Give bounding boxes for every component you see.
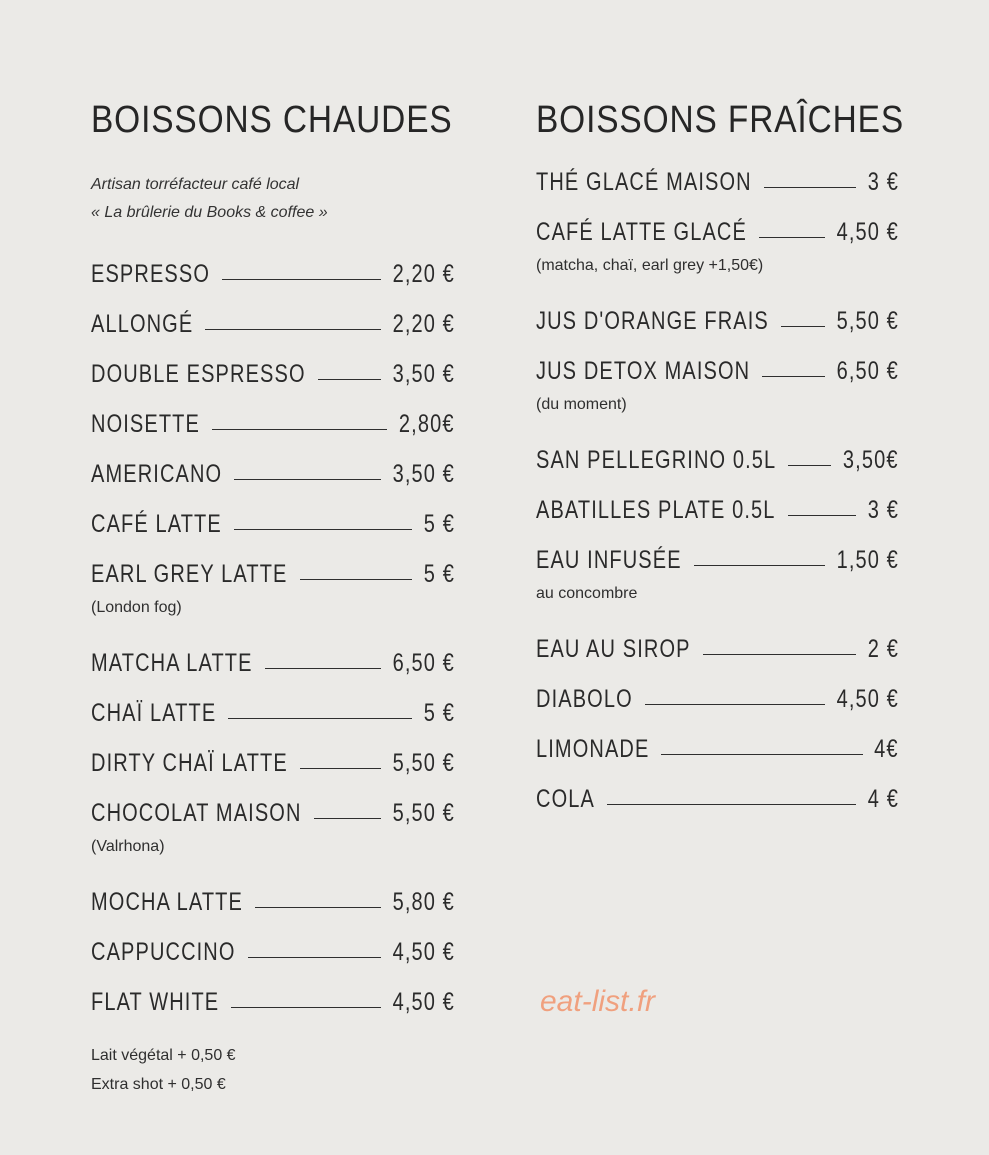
item-name: EARL GREY LATTE — [91, 559, 288, 588]
menu-item-abatilles-plate — [536, 493, 899, 527]
menu-item-flat-white — [91, 985, 455, 1019]
item-note-chocolat-maison: (Valrhona) — [91, 838, 165, 855]
dotted-leader — [607, 804, 856, 805]
dotted-leader — [645, 704, 825, 705]
menu-item-eau-au-sirop — [536, 632, 899, 666]
menu-item-the-glace-maison — [536, 165, 899, 199]
dotted-leader — [231, 1007, 380, 1008]
item-price: 3,50 € — [392, 359, 455, 388]
item-price: 4,50 € — [836, 217, 899, 246]
dotted-leader — [762, 376, 824, 377]
item-price: 5,80 € — [392, 887, 455, 916]
dotted-leader — [205, 329, 380, 330]
item-name: MOCHA LATTE — [91, 887, 243, 916]
dotted-leader — [234, 479, 380, 480]
dotted-leader — [764, 187, 856, 188]
dotted-leader — [318, 379, 381, 380]
item-price: 5 € — [423, 509, 455, 538]
dotted-leader — [781, 326, 825, 327]
item-name: DIABOLO — [536, 684, 633, 713]
footnote-plant-milk: Lait végétal + 0,50 € — [91, 1047, 236, 1064]
menu-item-cappuccino — [91, 935, 455, 969]
dotted-leader — [788, 465, 831, 466]
item-name: ABATILLES PLATE 0.5L — [536, 495, 776, 524]
item-name: CAPPUCCINO — [91, 937, 236, 966]
menu-item-diabolo — [536, 682, 899, 716]
dotted-leader — [703, 654, 856, 655]
item-name: JUS D'ORANGE FRAIS — [536, 306, 769, 335]
item-price: 3 € — [867, 167, 899, 196]
menu-item-americano — [91, 457, 455, 491]
menu-item-allonge — [91, 307, 455, 341]
item-price: 5,50 € — [392, 748, 455, 777]
menu-item-cafe-latte-glace — [536, 215, 899, 249]
hot-drinks-subtitle-line2: « La brûlerie du Books & coffee » — [91, 204, 328, 221]
item-name: AMERICANO — [91, 459, 223, 488]
item-price: 2,80€ — [399, 409, 455, 438]
item-price: 5,50 € — [836, 306, 899, 335]
menu-item-double-espresso — [91, 357, 455, 391]
menu-item-chai-latte — [91, 696, 455, 730]
dotted-leader — [234, 529, 412, 530]
item-price: 5,50 € — [392, 798, 455, 827]
menu-item-dirty-chai-latte — [91, 746, 455, 780]
item-price: 6,50 € — [392, 648, 455, 677]
dotted-leader — [300, 579, 412, 580]
item-price: 1,50 € — [836, 545, 899, 574]
dotted-leader — [300, 768, 381, 769]
item-name: SAN PELLEGRINO 0.5L — [536, 445, 777, 474]
item-note-jus-detox-maison: (du moment) — [536, 396, 627, 413]
item-name: CHOCOLAT MAISON — [91, 798, 302, 827]
item-name: ESPRESSO — [91, 259, 210, 288]
item-price: 5 € — [423, 559, 455, 588]
item-name: EAU INFUSÉE — [536, 545, 682, 574]
item-price: 2,20 € — [392, 259, 455, 288]
item-note-cafe-latte-glace: (matcha, chaï, earl grey +1,50€) — [536, 257, 764, 274]
item-name: LIMONADE — [536, 734, 650, 763]
dotted-leader — [759, 237, 825, 238]
menu-item-jus-detox-maison — [536, 354, 899, 388]
menu-item-matcha-latte — [91, 646, 455, 680]
dotted-leader — [314, 818, 381, 819]
dotted-leader — [222, 279, 381, 280]
menu-item-limonade — [536, 732, 899, 766]
item-price: 4,50 € — [392, 987, 455, 1016]
item-name: JUS DETOX MAISON — [536, 356, 751, 385]
dotted-leader — [694, 565, 825, 566]
item-name: FLAT WHITE — [91, 987, 220, 1016]
dotted-leader — [212, 429, 387, 430]
watermark: eat-list.fr — [540, 985, 656, 1018]
item-price: 3,50 € — [392, 459, 455, 488]
menu-item-eau-infusee — [536, 543, 899, 577]
item-name: COLA — [536, 784, 595, 813]
dotted-leader — [248, 957, 381, 958]
hot-drinks-title: BOISSONS CHAUDES — [91, 99, 453, 141]
item-price: 6,50 € — [836, 356, 899, 385]
item-name: THÉ GLACÉ MAISON — [536, 167, 752, 196]
item-price: 3 € — [867, 495, 899, 524]
item-note-earl-grey-latte: (London fog) — [91, 599, 182, 616]
footnote-extra-shot: Extra shot + 0,50 € — [91, 1076, 226, 1093]
item-note-eau-infusee: au concombre — [536, 585, 638, 602]
item-price: 2,20 € — [392, 309, 455, 338]
dotted-leader — [228, 718, 412, 719]
cold-drinks-title: BOISSONS FRAÎCHES — [536, 99, 905, 141]
item-price: 4€ — [874, 734, 899, 763]
item-name: ALLONGÉ — [91, 309, 194, 338]
menu-item-earl-grey-latte — [91, 557, 455, 591]
item-name: CAFÉ LATTE — [91, 509, 222, 538]
item-price: 4 € — [867, 784, 899, 813]
menu-item-noisette — [91, 407, 455, 441]
item-name: EAU AU SIROP — [536, 634, 691, 663]
menu-item-jus-orange-frais — [536, 304, 899, 338]
item-name: DIRTY CHAÏ LATTE — [91, 748, 288, 777]
dotted-leader — [255, 907, 381, 908]
menu-item-san-pellegrino — [536, 443, 899, 477]
menu-item-chocolat-maison — [91, 796, 455, 830]
item-name: NOISETTE — [91, 409, 200, 438]
menu-item-espresso — [91, 257, 455, 291]
item-price: 3,50€ — [843, 445, 899, 474]
menu-item-cola — [536, 782, 899, 816]
item-name: DOUBLE ESPRESSO — [91, 359, 306, 388]
item-name: MATCHA LATTE — [91, 648, 253, 677]
menu-item-cafe-latte — [91, 507, 455, 541]
dotted-leader — [788, 515, 856, 516]
hot-drinks-subtitle-line1: Artisan torréfacteur café local — [91, 176, 300, 193]
item-price: 5 € — [423, 698, 455, 727]
menu-item-mocha-latte — [91, 885, 455, 919]
item-price: 4,50 € — [836, 684, 899, 713]
item-price: 2 € — [867, 634, 899, 663]
item-name: CHAÏ LATTE — [91, 698, 217, 727]
dotted-leader — [661, 754, 862, 755]
item-name: CAFÉ LATTE GLACÉ — [536, 217, 747, 246]
item-price: 4,50 € — [392, 937, 455, 966]
dotted-leader — [265, 668, 381, 669]
